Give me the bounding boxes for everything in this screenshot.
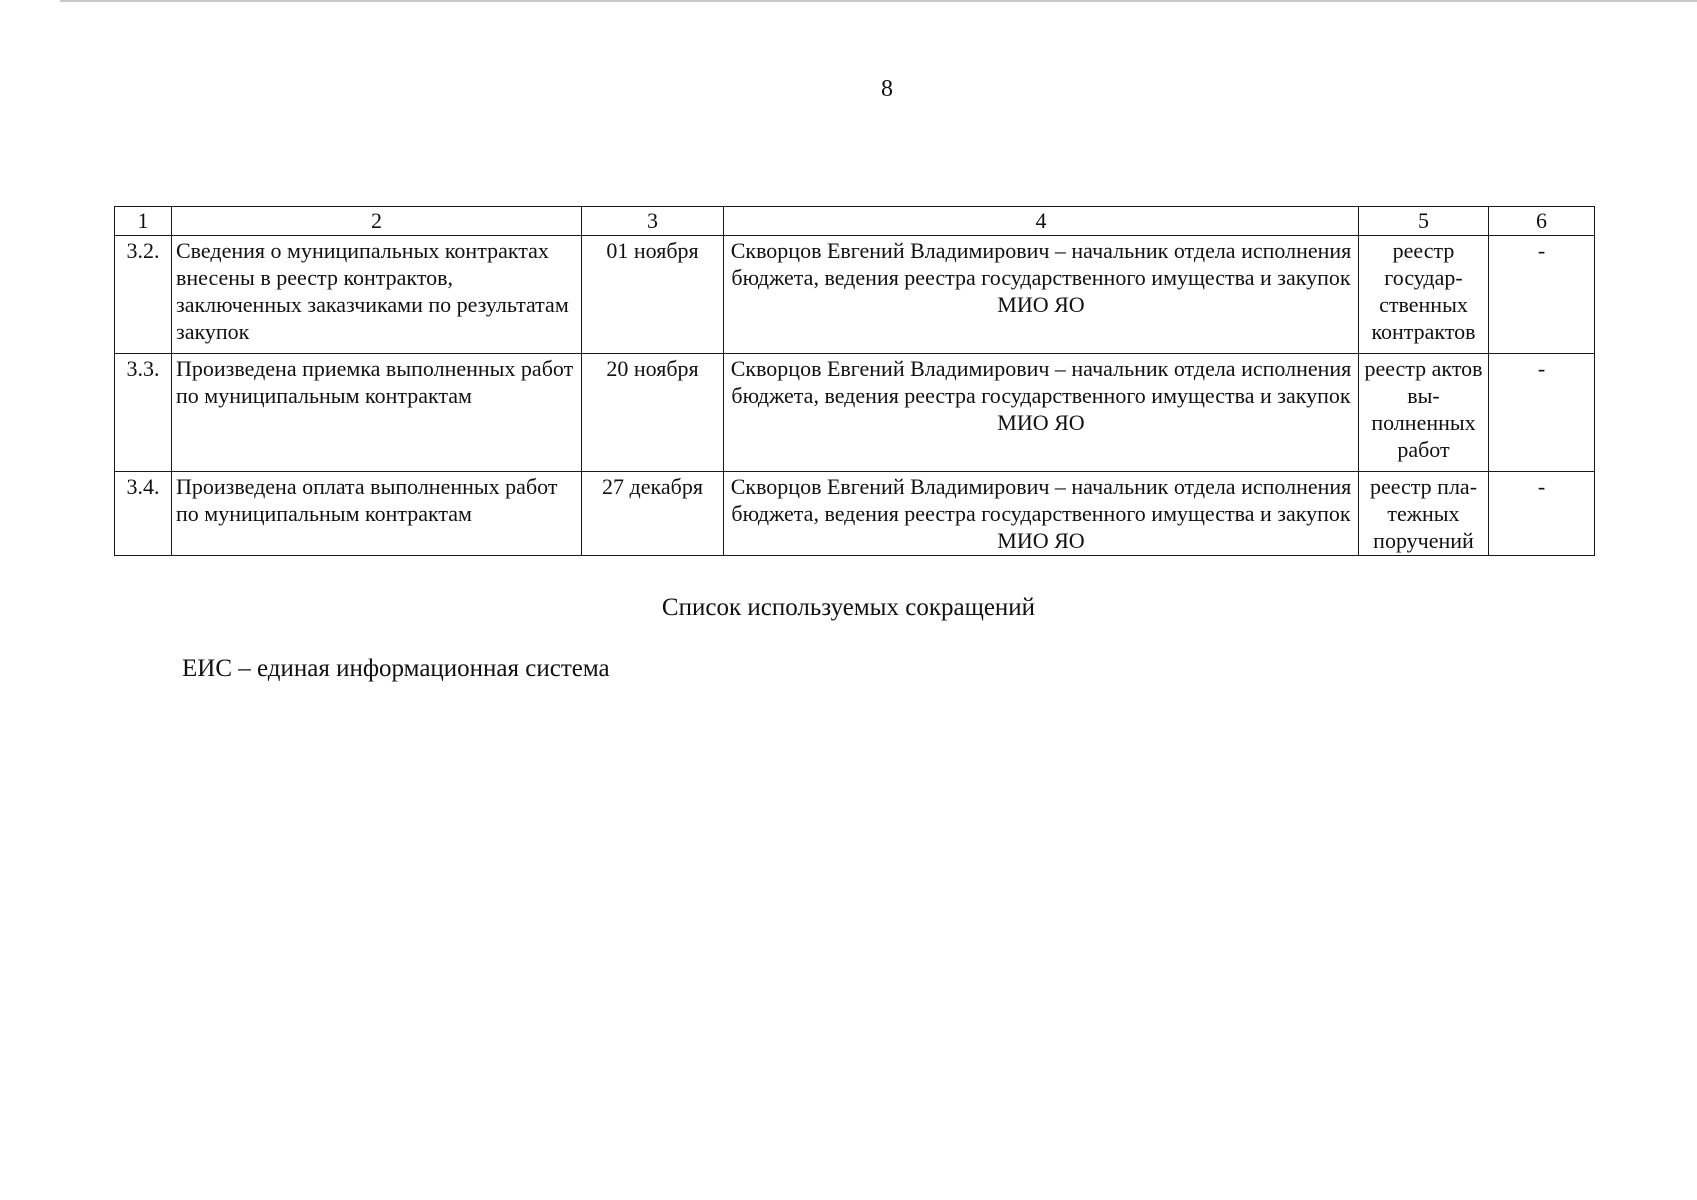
- header-cell-6: 6: [1489, 207, 1595, 236]
- row-description: Произведена оплата выполненных работ по муниципальным контрактам: [172, 472, 582, 556]
- row-document: реестр актов вы-полненных работ: [1359, 354, 1489, 472]
- row-responsible: Скворцов Евгений Владимирович – начальник отдела исполнения бюджета, ведения реестра государственного имущества и закупок МИО ЯО: [724, 236, 1359, 354]
- row-date: 01 ноября: [582, 236, 724, 354]
- row-note: -: [1489, 472, 1595, 556]
- row-document: реестр пла-тежных поручений: [1359, 472, 1489, 556]
- table-row: [115, 472, 1595, 556]
- row-date: 27 декабря: [582, 472, 724, 556]
- row-date: 20 ноября: [582, 354, 724, 472]
- header-cell-2: 2: [172, 207, 582, 236]
- abbreviations-title: Список используемых сокращений: [661, 594, 1036, 621]
- plan-table: [114, 206, 1595, 556]
- row-description: Произведена приемка выполненных работ по муниципальным контрактам: [172, 354, 582, 472]
- scan-edge-line: [60, 0, 1697, 2]
- row-number: 3.4.: [115, 472, 172, 556]
- row-description: Сведения о муниципальных контрактах внесены в реестр контрактов, заключенных заказчиками по результатам закупок: [172, 236, 582, 354]
- abbreviation-item: ЕИС – единая информационная система: [182, 655, 610, 682]
- row-note: -: [1489, 354, 1595, 472]
- table-header-row: [115, 207, 1595, 236]
- table-row: [115, 354, 1595, 472]
- header-cell-1: 1: [115, 207, 172, 236]
- header-cell-5: 5: [1359, 207, 1489, 236]
- row-number: 3.3.: [115, 354, 172, 472]
- header-cell-3: 3: [582, 207, 724, 236]
- row-responsible: Скворцов Евгений Владимирович – начальник отдела исполнения бюджета, ведения реестра государственного имущества и закупок МИО ЯО: [724, 354, 1359, 472]
- row-note: -: [1489, 236, 1595, 354]
- header-cell-4: 4: [724, 207, 1359, 236]
- row-document: реестр государ-ственных контрактов: [1359, 236, 1489, 354]
- row-number: 3.2.: [115, 236, 172, 354]
- page-number: 8: [881, 76, 893, 102]
- row-responsible: Скворцов Евгений Владимирович – начальник отдела исполнения бюджета, ведения реестра государственного имущества и закупок МИО ЯО: [724, 472, 1359, 556]
- table-row: [115, 236, 1595, 354]
